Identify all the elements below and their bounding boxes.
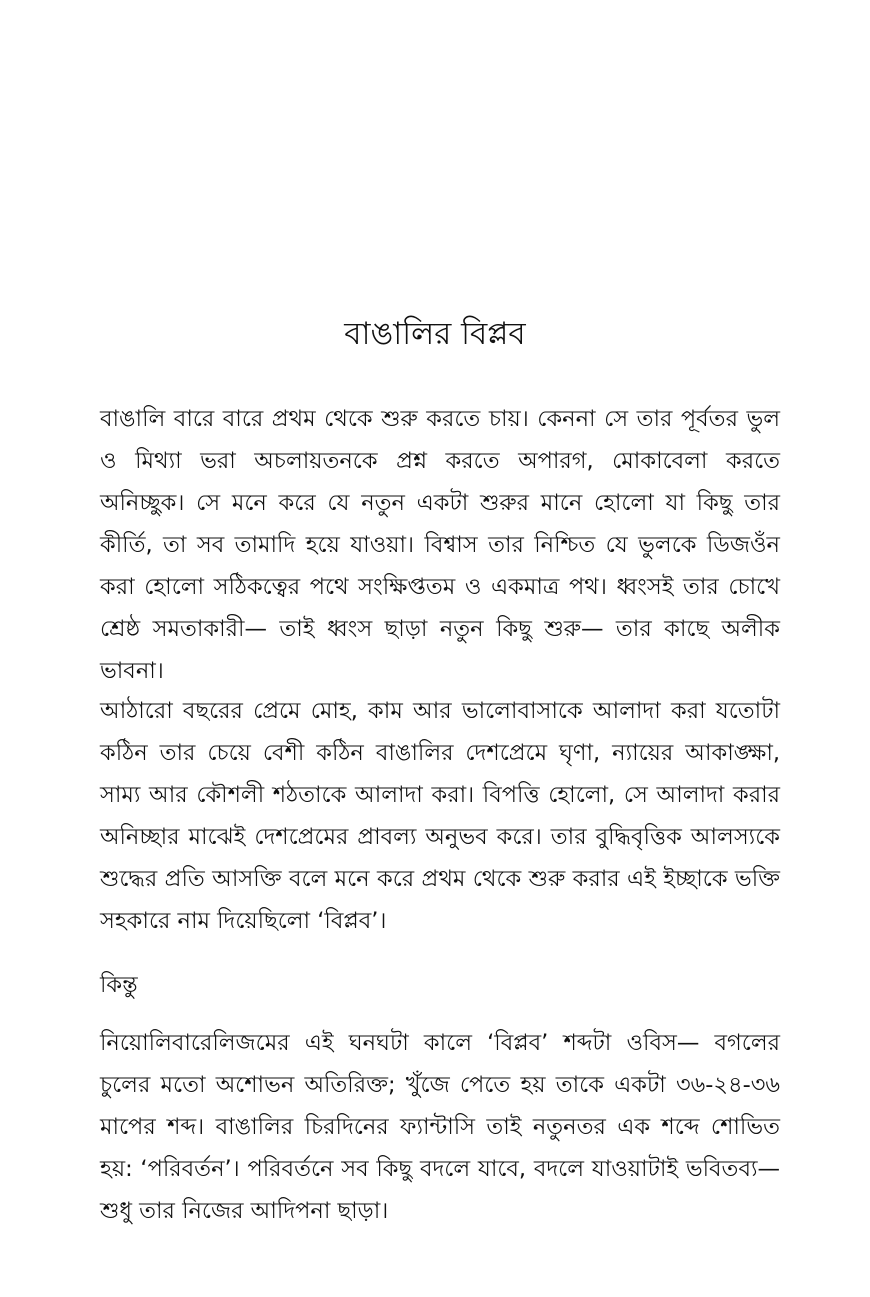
paragraph-2: আঠারো বছরের প্রেমে মোহ, কাম আর ভালোবাসাকে আলাদা করা যতোটা কঠিন তার চেয়ে বেশী কঠিন বাঙালির দেশপ্রেমে ঘৃণা, ন্যায়ের আকাঙ্ক্ষা, সাম্য আর কৌশলী শঠতাকে আলাদা করা। বিপত্তি হোলো, সে আলাদা করার অনিচ্ছার মাঝেই দেশপ্রেমের প্রাবল্য অনুভব করে। তার বুদ্ধিবৃত্তিক আলস্যকে শুদ্ধের প্রতি আসক্তি বলে মনে করে প্রথম থেকে শুরু করার এই ইচ্ছাকে ভক্তি সহকারে নাম দিয়েছিলো ‘বিপ্লব’। — [100, 698, 780, 934]
paragraph-kintu: কিন্তু — [100, 972, 138, 998]
paragraph-1: বাঙালি বারে বারে প্রথম থেকে শুরু করতে চায়। কেননা সে তার পূর্বতর ভুল ও মিথ্যা ভরা অচলায়তনকে প্রশ্ন করতে অপারগ, মোকাবেলা করতে অনিচ্ছুক। সে মনে করে যে নতুন একটা শুরুর মানে হোলো যা কিছু তার কীর্তি, তা সব তামাদি হয়ে যাওয়া। বিশ্বাস তার নিশ্চিত যে ভুলকে ডিজওঁন করা হোলো সঠিকত্বের পথে সংক্ষিপ্ততম ও একমাত্র পথ। ধ্বংসই তার চোখে শ্রেষ্ঠ সমতাকারী— তাই ধ্বংস ছাড়া নতুন কিছু শুরু— তার কাছে অলীক ভাবনা। — [100, 406, 780, 684]
chapter-title: বাঙালির বিপ্লব — [344, 316, 526, 352]
paragraph-3: নিয়োলিবারেলিজমের এই ঘনঘটা কালে ‘বিপ্লব’ শব্দটা ওবিস— বগলের চুলের মতো অশোভন অতিরিক্ত; খুঁজে পেতে হয় তাকে একটা ৩৬-২৪-৩৬ মাপের শব্দ। বাঙালির চিরদিনের ফ্যান্টাসি তাই নতুনতর এক শব্দে শোভিত হয়: ‘পরিবর্তন’। পরিবর্তনে সব কিছু বদলে যাবে, বদলে যাওয়াটাই ভবিতব্য— শুধু তার নিজের আদিপনা ছাড়া। — [100, 1030, 780, 1224]
